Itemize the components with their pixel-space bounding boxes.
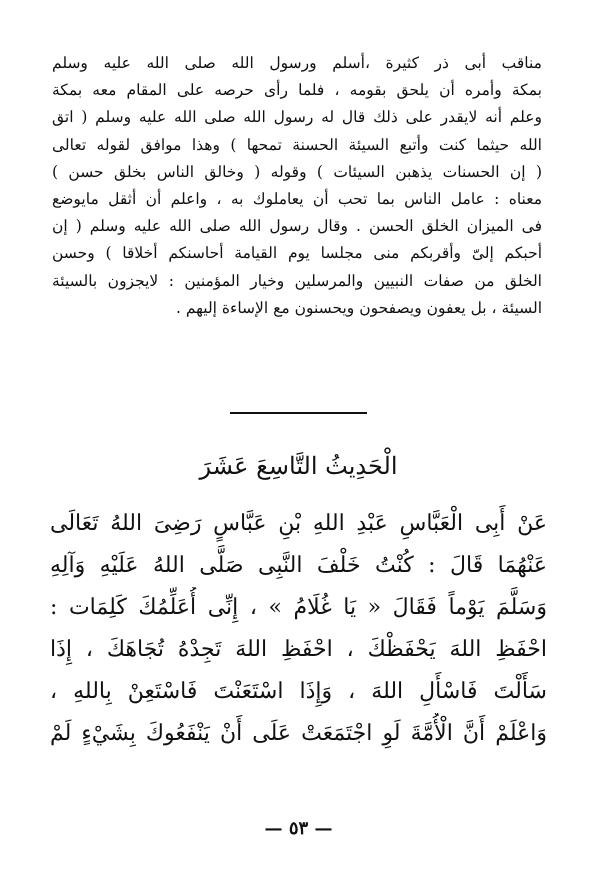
commentary-line: معناه : عامل الناس بما تحب أن يعاملوك به ، واعلم أن أثقل مايوضع (52, 189, 542, 208)
commentary-paragraph (52, 50, 542, 322)
commentary-line: وعلم أنه لايقدر على ذلك قال له رسول الله صلى الله عليه وسلم ( اتق (52, 108, 542, 127)
commentary-line: ( إن الحسنات يذهبن السيئات ) وقوله ( وخالق الناس بخلق حسن ) (52, 162, 542, 181)
hadith-heading: الْحَدِيثُ التَّاسِعَ عَشَرَ (199, 452, 398, 480)
commentary-line: السيئة ، بل يعفون ويصفحون ويحسنون مع الإساءة إليهم . (175, 298, 542, 317)
hadith-line: سَأَلْتَ فَاسْأَلِ اللهَ ، وَإِذَا اسْتَعَنْتَ فَاسْتَعِنْ بِاللهِ ، (50, 679, 547, 704)
hadith-line: وَاعْلَمْ أَنَّ الْأُمَّةَ لَوِ اجْتَمَعَتْ عَلَى أَنْ يَنْفَعُوكَ بِشَيْءٍ لَمْ (50, 721, 547, 746)
page-number: — ٥٣ — (264, 818, 333, 839)
hadith-line: وَسَلَّمَ يَوْماً فَقَالَ « يَا غُلَامُ » ، إِنِّى أُعَلِّمُكَ كَلِمَات : (50, 595, 547, 620)
hadith-line: عَنْهُمَا قَالَ : كُنْتُ خَلْفَ النَّبِى صَلَّى اللهُ عَلَيْهِ وَآلِهِ (50, 553, 547, 578)
commentary-line: الخلق من صفات النبيين والمرسلين وخيار المؤمنين : لايجزون بالسيئة (52, 271, 542, 290)
hadith-line: احْفَظِ اللهَ يَحْفَظْكَ ، احْفَظِ اللهَ تَجِدْهُ تُجَاهَكَ ، إِذَا (50, 637, 547, 662)
commentary-line: بمكة وأمره أن يلحق بقومه ، فلما رأى حرصه على المقام معه بمكة (52, 81, 542, 100)
commentary-line: فى الميزان الخلق الحسن . وقال رسول الله صلى الله عليه وسلم ( إن (52, 217, 542, 236)
hadith-text (50, 503, 547, 755)
section-divider (230, 412, 367, 414)
commentary-line: مناقب أبى ذر كثيرة ،أسلم ورسول الله صلى الله عليه وسلم (52, 54, 542, 72)
hadith-line: عَنْ أَبِى الْعَبَّاسِ عَبْدِ اللهِ بْنِ عَبَّاسٍ رَضِىَ اللهُ تَعَالَى (50, 511, 547, 536)
commentary-line: أحبكم إلىّ وأقربكم منى مجلسا يوم القيامة أحاسنكم أخلاقا ) وحسن (52, 244, 542, 263)
commentary-line: الله حيثما كنت وأتبع السيئة الحسنة تمحها ) وهذا موافق لقوله تعالى (52, 135, 542, 154)
